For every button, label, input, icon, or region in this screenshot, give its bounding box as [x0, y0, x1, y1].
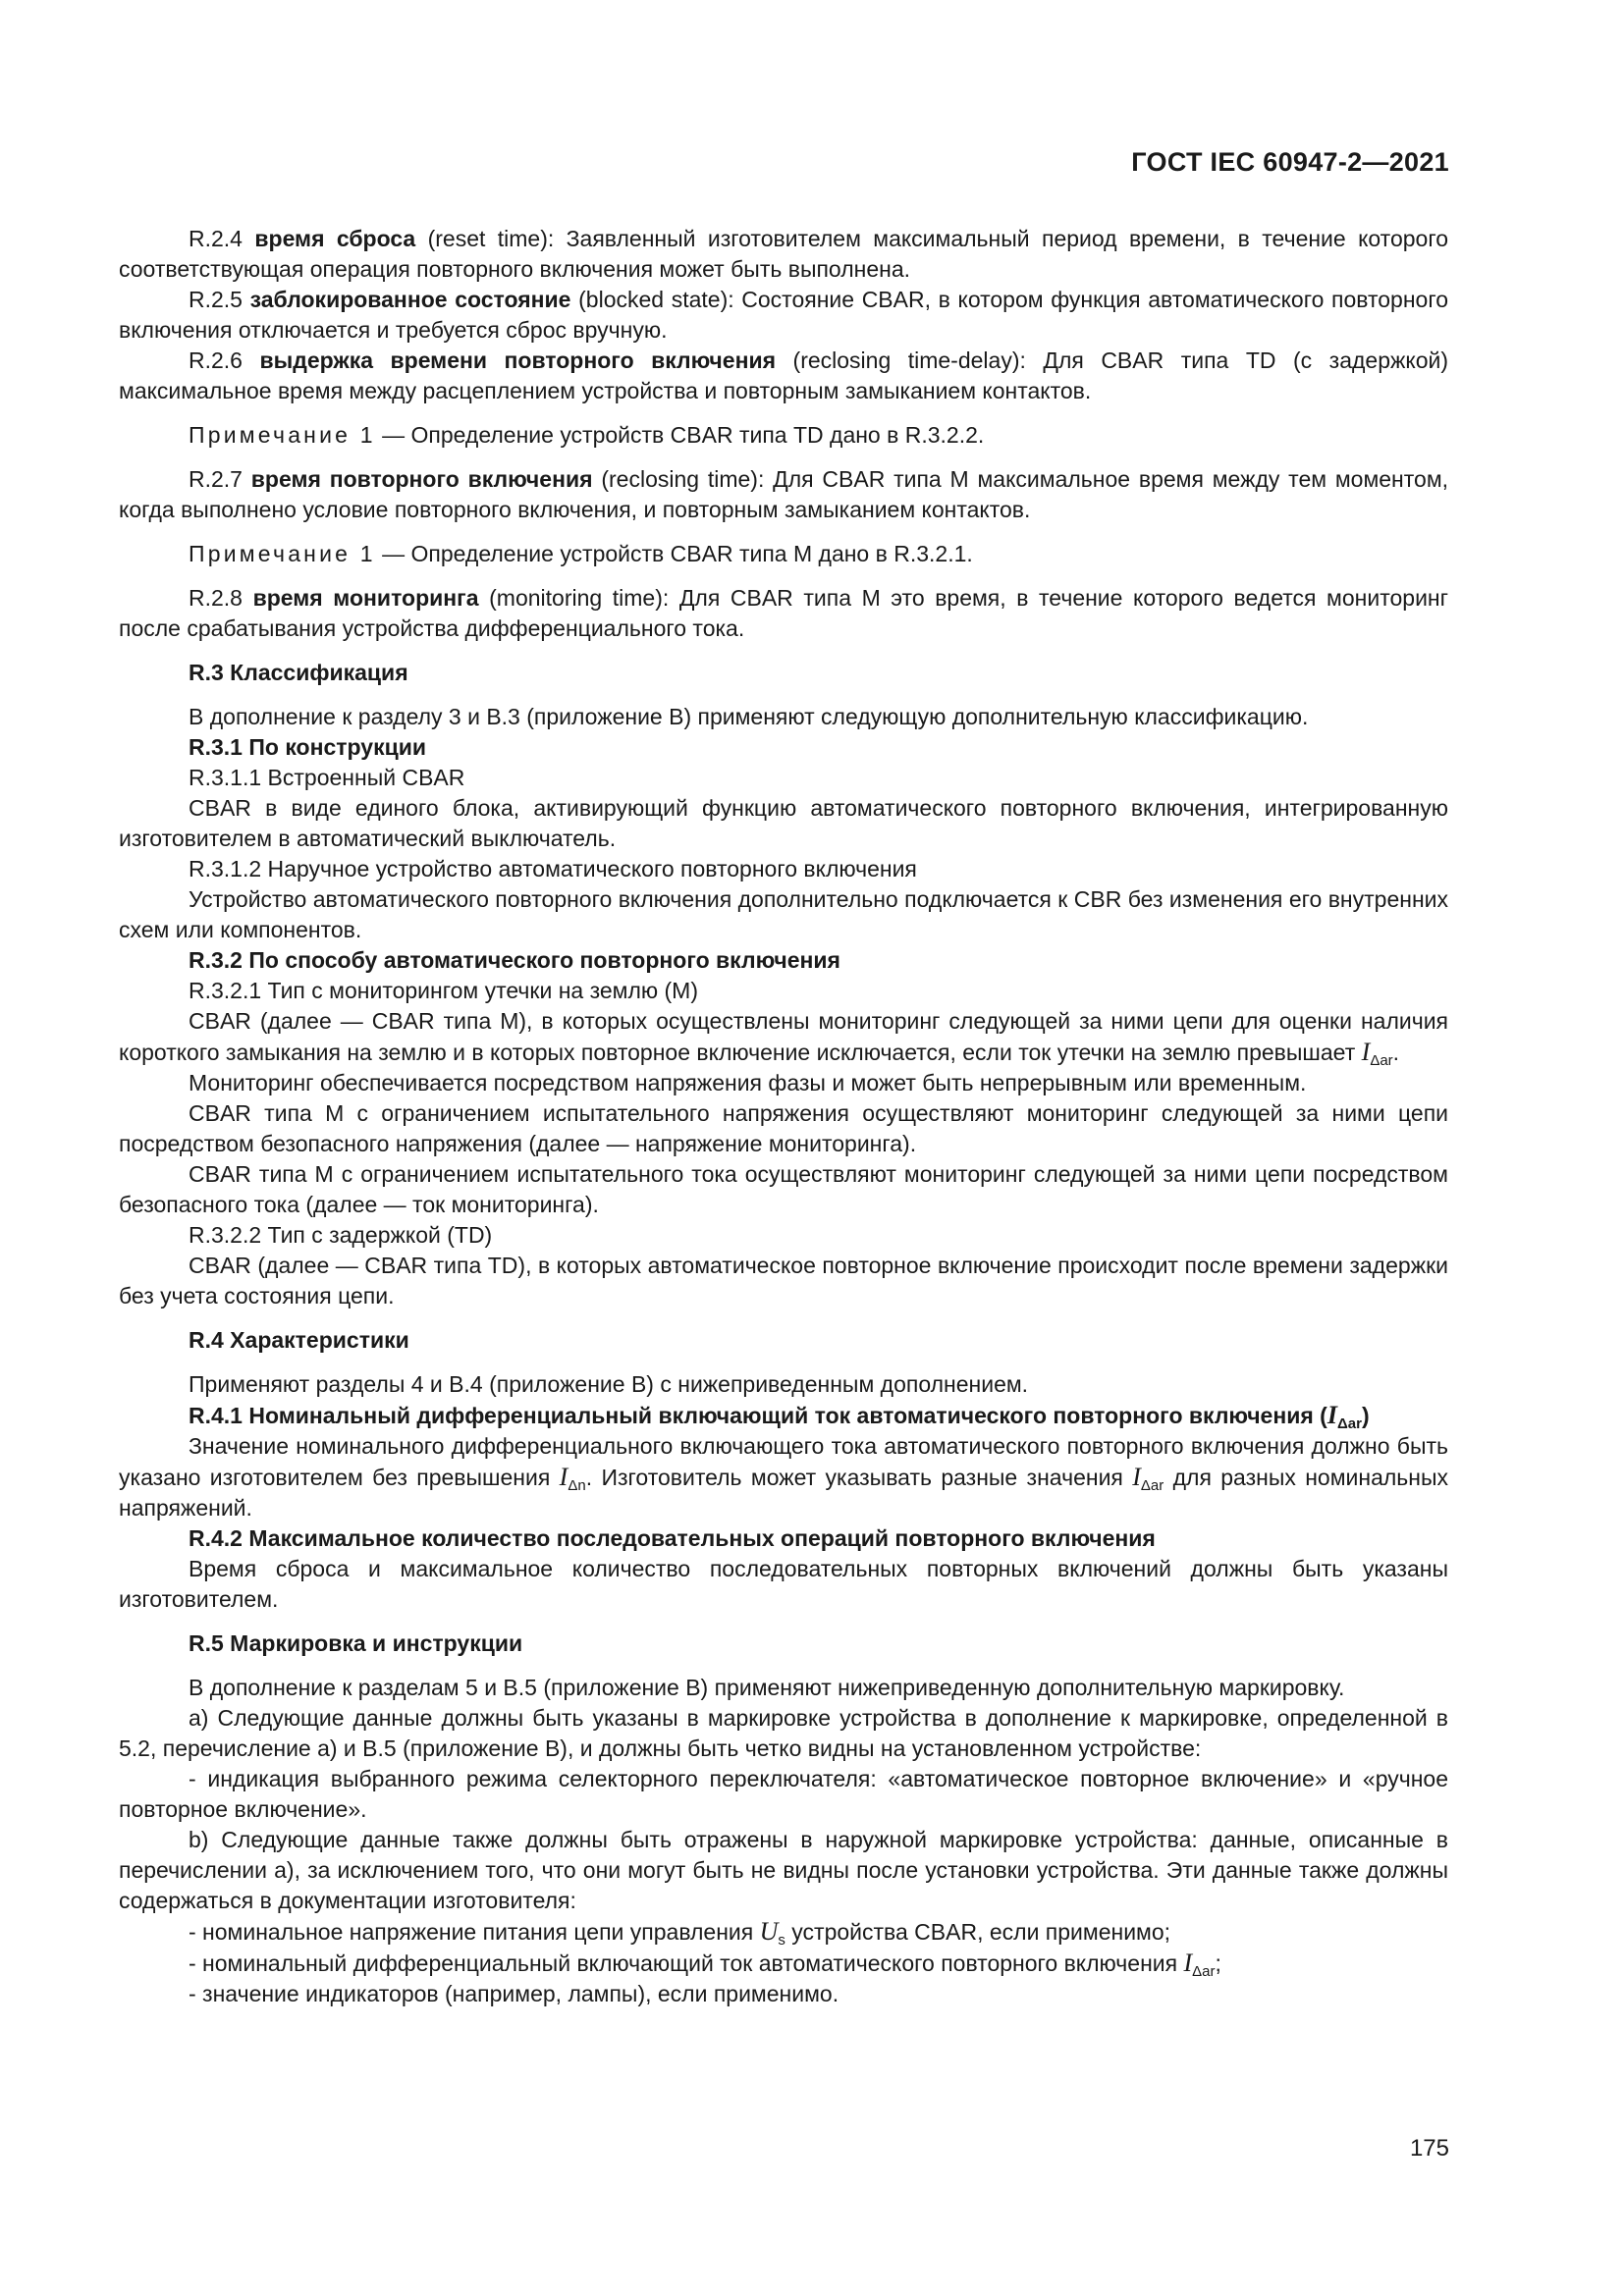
symbol-i: I: [559, 1463, 568, 1491]
symbol-subscript: Δn: [568, 1477, 586, 1494]
item-text-monitoring: Мониторинг обеспечивается посредством напряжения фазы и может быть непрерывным или временным.: [189, 1070, 1307, 1095]
clause-term: выдержка времени повторного включения: [259, 347, 777, 373]
section-intro-r4: Применяют разделы 4 и B.4 (приложение B) с нижеприведенным дополнением.: [189, 1371, 1029, 1397]
item-text: Значение номинального дифференциального включающего тока автоматического повторного включения должно быть указано изготовителем без превышения: [119, 1433, 1448, 1490]
item-heading-r3-1-2: R.3.1.2 Наручное устройство автоматического повторного включения: [189, 856, 917, 881]
symbol-u: U: [759, 1917, 779, 1946]
item-heading-r3-1-1: R.3.1.1 Встроенный CBAR: [189, 765, 465, 790]
clause-text: (reset time): Заявленный изготовителем максимальный период времени, в течение которого соответствующая операция повторного включения может быть выполнена.: [119, 226, 1449, 282]
note-r2-6: [119, 420, 1448, 451]
list-item-b1: [119, 1916, 1448, 1948]
item-text-voltage-limit: CBAR типа M с ограничением испытательного напряжения осуществляют мониторинг следующей за ними цепи посредством безопасного напряжения (далее — напряжение мониторинга).: [119, 1100, 1448, 1156]
symbol-i: I: [1183, 1949, 1193, 1977]
item-text: . Изготовитель может указывать разные значения: [585, 1465, 1123, 1490]
clause-r2-7: [119, 464, 1448, 525]
clause-text: (blocked state): Состояние CBAR, в котором функция автоматического повторного включения отключается и требуется сброс вручную.: [119, 287, 1449, 343]
clause-text: (monitoring time): Для CBAR типа M это время, в течение которого ведется мониторинг после срабатывания устройства дифференциального тока.: [119, 585, 1449, 641]
clause-number: R.2.5: [189, 287, 243, 312]
item-text-r4-1: [119, 1431, 1448, 1523]
item-text: для разных номинальных напряжений.: [119, 1465, 1449, 1521]
clause-term: время сброса: [254, 226, 416, 251]
clause-r2-5: [119, 285, 1448, 346]
item-text-r3-2-1: [119, 1006, 1448, 1068]
item-text-current-limit: CBAR типа M с ограничением испытательного тока осуществляют мониторинг следующей за ними цепи посредством безопасного тока (далее — ток мониторинга).: [119, 1161, 1448, 1217]
symbol-subscript: Δar: [1140, 1477, 1164, 1494]
note-label: Примечание 1: [189, 541, 376, 566]
clause-number: R.2.8: [189, 585, 243, 611]
heading-text: R.4.1 Номинальный дифференциальный включающий ток автоматического повторного включения (: [189, 1403, 1327, 1428]
clause-text: (reclosing time-delay): Для CBAR типа TD (с задержкой) максимальное время между расцеплением устройства и повторным замыканием контактов.: [119, 347, 1448, 403]
list-item-b: b) Следующие данные также должны быть отражены в наружной маркировке устройства: данные, описанные в перечислении а), за исключением того, что они могут быть не видны после установки устройства. Эти данные также должны содержаться в документации изготовителя:: [119, 1827, 1448, 1913]
clause-number: R.2.6: [189, 347, 243, 373]
clause-term: время повторного включения: [250, 466, 593, 492]
page-number: 175: [1409, 2135, 1449, 2162]
item-text: - номинальное напряжение питания цепи управления: [189, 1919, 754, 1945]
item-text: - номинальный дифференциальный включающий ток автоматического повторного включения: [189, 1950, 1178, 1976]
section-heading-r4: R.4 Характеристики: [189, 1327, 409, 1353]
subsection-heading-r4-1: [119, 1400, 1448, 1431]
list-item-a: а) Следующие данные должны быть указаны в маркировке устройства в дополнение к маркировке, определенной в 5.2, перечисление а) и B.5 (приложение B), и должны быть четко видны на установленном устройстве:: [119, 1705, 1448, 1761]
item-text-r3-1-2: Устройство автоматического повторного включения дополнительно подключается к CBR без изменения его внутренних схем или компонентов.: [119, 886, 1448, 942]
symbol-subscript: s: [778, 1932, 785, 1949]
clause-term: время мониторинга: [252, 585, 479, 611]
subsection-heading-r4-2: R.4.2 Максимальное количество последовательных операций повторного включения: [189, 1525, 1156, 1551]
clause-r2-8: [119, 583, 1448, 644]
note-text: — Определение устройств CBAR типа TD дано в R.3.2.2.: [382, 422, 985, 448]
list-item-b3: - значение индикаторов (например, лампы), если применимо.: [189, 1981, 839, 2006]
clause-term: заблокированное состояние: [249, 287, 571, 312]
section-intro-r5: В дополнение к разделам 5 и B.5 (приложение B) применяют нижеприведенную дополнительную маркировку.: [189, 1675, 1345, 1700]
symbol-subscript: Δar: [1336, 1415, 1362, 1432]
page-content: [119, 224, 1448, 2009]
clause-number: R.2.4: [189, 226, 243, 251]
standard-header: ГОСТ IEC 60947-2—2021: [1131, 147, 1449, 177]
section-intro-r3: В дополнение к разделу 3 и B.3 (приложение B) применяют следующую дополнительную классификацию.: [189, 704, 1309, 729]
item-text: CBAR (далее — CBAR типа M), в которых осуществлены мониторинг следующей за ними цепи для оценки наличия короткого замыкания на землю и в которых повторное включение исключается, если ток утечки на землю превышает: [119, 1008, 1448, 1065]
symbol-i: I: [1132, 1463, 1141, 1491]
list-item-a1: - индикация выбранного режима селекторного переключателя: «автоматическое повторное включение» и «ручное повторное включение».: [119, 1766, 1448, 1822]
subsection-heading-r3-1: R.3.1 По конструкции: [189, 734, 427, 760]
symbol-i: I: [1326, 1401, 1337, 1429]
punctuation: .: [1392, 1040, 1400, 1065]
clause-r2-4: [119, 224, 1448, 285]
symbol-i: I: [1361, 1038, 1371, 1066]
clause-r2-6: [119, 346, 1448, 406]
section-heading-r3: R.3 Классификация: [189, 660, 408, 685]
clause-text: (reclosing time): Для CBAR типа M максимальное время между тем моментом, когда выполнено условие повторного включения, и повторным замыканием контактов.: [119, 466, 1449, 522]
item-heading-r3-2-1: R.3.2.1 Тип с мониторингом утечки на землю (M): [189, 978, 699, 1003]
item-text: устройства CBAR, если применимо;: [791, 1919, 1171, 1945]
note-text: — Определение устройств CBAR типа M дано в R.3.2.1.: [382, 541, 973, 566]
punctuation: ): [1361, 1403, 1370, 1428]
list-item-b2: [119, 1948, 1448, 1979]
clause-number: R.2.7: [189, 466, 243, 492]
punctuation: ;: [1215, 1950, 1221, 1976]
item-text-r4-2: Время сброса и максимальное количество последовательных повторных включений должны быть указаны изготовителем.: [119, 1556, 1448, 1612]
symbol-subscript: Δar: [1370, 1052, 1393, 1069]
section-heading-r5: R.5 Маркировка и инструкции: [189, 1630, 523, 1656]
item-text-r3-1-1: CBAR в виде единого блока, активирующий функцию автоматического повторного включения, интегрированную изготовителем в автоматический выключатель.: [119, 795, 1448, 851]
item-text-r3-2-2: CBAR (далее — CBAR типа TD), в которых автоматическое повторное включение происходит после времени задержки без учета состояния цепи.: [119, 1253, 1448, 1308]
symbol-subscript: Δar: [1192, 1963, 1216, 1980]
subsection-heading-r3-2: R.3.2 По способу автоматического повторного включения: [189, 947, 840, 973]
note-r2-7: [119, 539, 1448, 569]
note-label: Примечание 1: [189, 422, 376, 448]
item-heading-r3-2-2: R.3.2.2 Тип с задержкой (TD): [189, 1222, 493, 1248]
